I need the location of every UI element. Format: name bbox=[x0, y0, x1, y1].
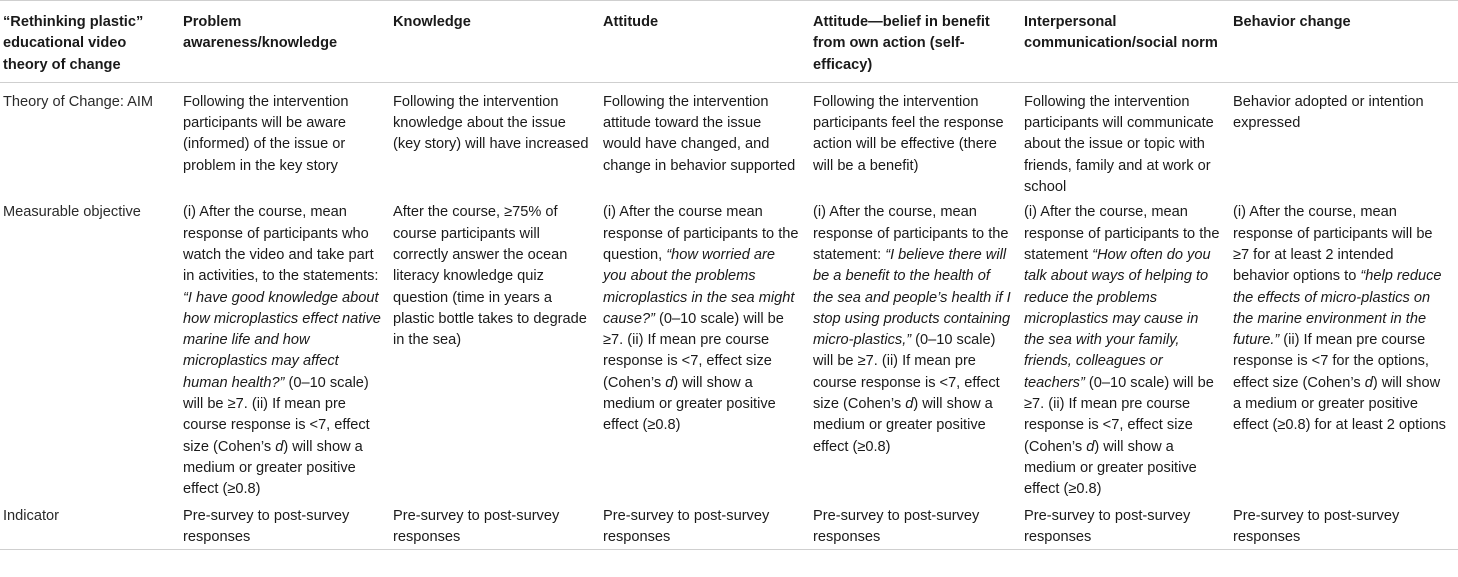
table-cell: Pre-survey to post-survey responses bbox=[600, 501, 810, 550]
cell-text: (0–10 scale) will be ≥7. (ii) If mean pre course response is <7, effect size (Cohen’s bbox=[813, 332, 1000, 413]
cohens-d-symbol: d bbox=[905, 396, 914, 413]
table-header bbox=[0, 1, 1458, 83]
cell-text: (i) After the course, mean response of participants to the statement: bbox=[813, 204, 1009, 263]
cell-text: (0–10 scale) will be ≥7. (ii) If mean pre course response is <7, effect size (Cohen’s bbox=[1024, 374, 1214, 455]
header-cell-attitude: Attitude bbox=[600, 1, 810, 83]
header-cell-behavior-change: Behavior change bbox=[1230, 1, 1458, 83]
table-cell bbox=[1230, 198, 1458, 500]
table-cell: Following the intervention knowledge about the issue (key story) will have increased bbox=[393, 93, 589, 153]
cell-text: After the course, ≥75% of course participants will correctly answer the ocean literacy knowledge quiz question (time in years a plastic bottle takes to degrade in the sea) bbox=[393, 204, 587, 349]
row-label-measurable-objective: Measurable objective bbox=[3, 204, 141, 221]
table-cell: Pre-survey to post-survey responses bbox=[390, 501, 600, 550]
table-cell: Following the intervention participants will be aware (informed) of the issue or problem in the key story bbox=[183, 93, 349, 174]
cohens-d-symbol: d bbox=[1086, 438, 1095, 455]
cell-text: ) will show a medium or greater positive effect (≥0.8) for at least 2 options bbox=[1233, 374, 1446, 434]
table-body bbox=[0, 82, 1458, 549]
cell-text: (ii) If mean pre course response is <7 for the options, effect size (Cohen’s bbox=[1233, 332, 1429, 391]
quoted-statement: “I have good knowledge about how microplastics effect native marine life and how microplastics may affect human health?” bbox=[183, 289, 381, 391]
quoted-statement: “how worried are you about the problems microplastics in the sea might cause?” bbox=[603, 246, 795, 327]
header-cell-self-efficacy: Attitude—belief in benefit from own action (self-efficacy) bbox=[810, 1, 1021, 83]
table-cell: Pre-survey to post-survey responses bbox=[1230, 501, 1458, 550]
row-label-aim: Theory of Change: AIM bbox=[3, 93, 154, 110]
row-label-indicator: Indicator bbox=[0, 501, 180, 550]
cell-text: ) will show a medium or greater positive effect (≥0.8) bbox=[603, 374, 776, 434]
cohens-d-symbol: d bbox=[1364, 374, 1373, 391]
header-cell-problem-awareness: Problem awareness/knowledge bbox=[180, 1, 390, 83]
table-cell: Pre-survey to post-survey responses bbox=[180, 501, 390, 550]
table-cell: Following the intervention participants will communicate about the issue or topic with friends, family and at work or school bbox=[1024, 93, 1214, 196]
quoted-statement: “help reduce the effects of micro-plastics on the marine environment in the future.” bbox=[1233, 268, 1442, 349]
table-cell: Pre-survey to post-survey responses bbox=[810, 501, 1021, 550]
quoted-statement: “I believe there will be a benefit to the health of the sea and people’s health if I stop using products containing micro-plastics,” bbox=[813, 246, 1011, 349]
cell-text: (i) After the course, mean response of participants to the statement bbox=[1024, 204, 1220, 263]
table-cell: Pre-survey to post-survey responses bbox=[1021, 501, 1230, 550]
table-cell bbox=[390, 198, 600, 500]
cell-text: ) will show a medium or greater positive effect (≥0.8) bbox=[1024, 438, 1197, 498]
table-cell: Following the intervention attitude toward the issue would have changed, and change in behavior supported bbox=[603, 93, 796, 174]
cell-text: ) will show a medium or greater positive effect (≥0.8) bbox=[813, 396, 993, 455]
cell-text: (i) After the course, mean response of participants who watch the video and take part in activities, to the statements: bbox=[183, 204, 379, 285]
table-cell bbox=[1021, 198, 1230, 500]
table-cell bbox=[180, 198, 390, 500]
cell-text: (i) After the course, mean response of participants will be ≥7 for at least 2 intended behavior options to bbox=[1233, 204, 1433, 285]
table-row-aim bbox=[0, 82, 1458, 198]
header-cell-theory: “Rethinking plastic” educational video theory of change bbox=[0, 1, 180, 83]
table-row-indicator bbox=[0, 501, 1458, 550]
table-cell bbox=[600, 198, 810, 500]
cohens-d-symbol: d bbox=[275, 438, 284, 455]
cell-text: (0–10 scale) will be ≥7. (ii) If mean pre course response is <7, effect size (Cohen’s bbox=[603, 310, 784, 391]
cohens-d-symbol: d bbox=[665, 374, 674, 391]
table-cell bbox=[810, 198, 1021, 500]
header-cell-social-norm: Interpersonal communication/social norm bbox=[1021, 1, 1230, 83]
cell-text: (i) After the course mean response of participants to the question, bbox=[603, 204, 799, 263]
header-cell-knowledge: Knowledge bbox=[390, 1, 600, 83]
table-row-measurable-objective bbox=[0, 198, 1458, 500]
quoted-statement: “How often do you talk about ways of helping to reduce the problems microplastics may cause in the sea with your family, friends, colleagues or teachers” bbox=[1024, 246, 1211, 391]
cell-text: ) will show a medium or greater positive effect (≥0.8) bbox=[183, 438, 363, 498]
table-cell: Behavior adopted or intention expressed bbox=[1233, 93, 1424, 132]
header-row bbox=[0, 1, 1458, 83]
cell-text: (0–10 scale) will be ≥7. (ii) If mean pre course response is <7, effect size (Cohen’s bbox=[183, 374, 370, 455]
table-cell: Following the intervention participants feel the response action will be effective (there will be a benefit) bbox=[813, 93, 1004, 174]
